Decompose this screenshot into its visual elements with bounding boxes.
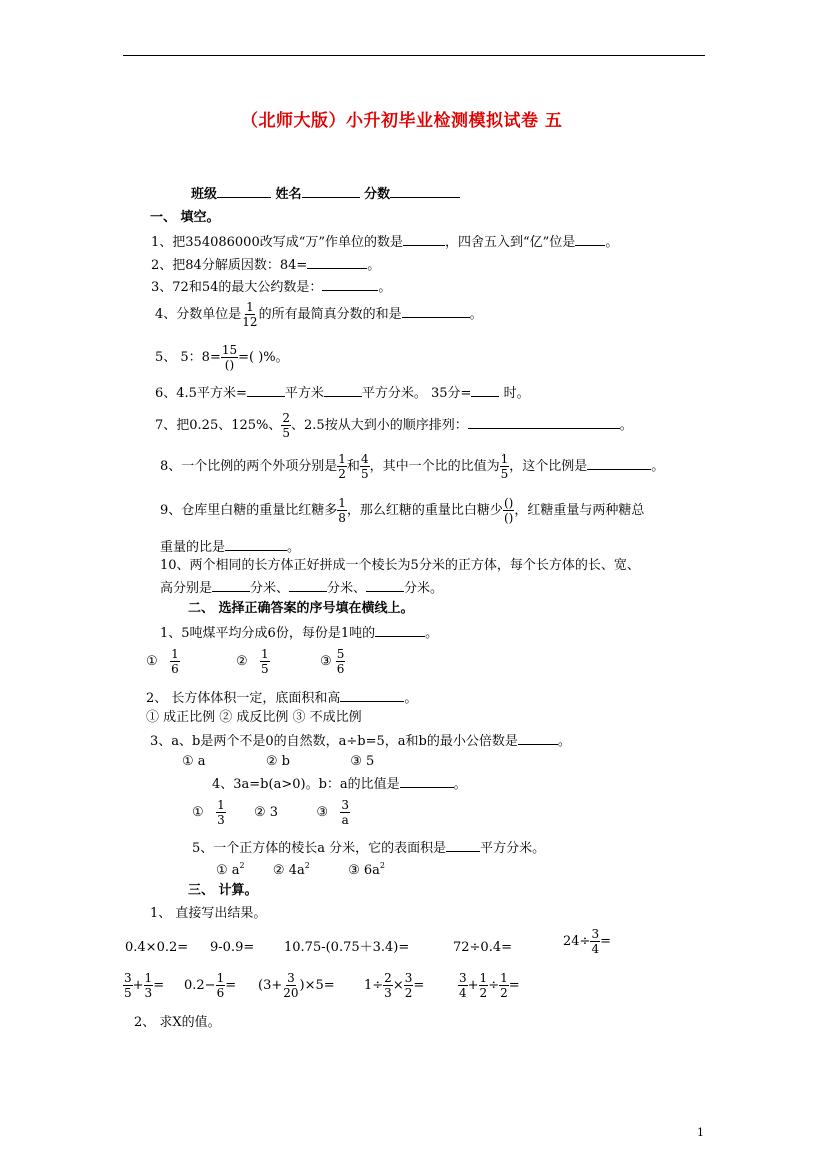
question-1-1: 1、把354086000改写成“万”作单位的数是 ，四舍五入到“亿”位是 。 <box>151 235 619 250</box>
student-info-line <box>191 186 460 201</box>
blank[interactable] <box>324 385 362 397</box>
calc-row-1-item-2: 9-0.9= <box>210 940 255 955</box>
fraction: $\frac{()}{()}$ <box>503 496 514 525</box>
question-2-1-options <box>146 648 345 675</box>
name-blank[interactable] <box>302 186 360 198</box>
fraction: $\frac{2}{5}$ <box>282 411 291 440</box>
calc-row-1-item-3: 10.75-(0.75＋3.4)= <box>284 940 410 955</box>
question-1-2: 2、把84分解质因数：84= 。 <box>151 258 381 273</box>
calc-row-1-item-5: 24÷ $\frac{3}{4}$ = <box>563 927 611 956</box>
option-3[interactable]: ③ $\frac{5}{6}$ <box>319 647 345 676</box>
option-1[interactable]: ① $a^2$ <box>216 861 245 878</box>
option-2[interactable]: ② b <box>265 754 290 769</box>
question-2-2-options[interactable]: ① 成正比例 ② 成反比例 ③ 不成比例 <box>146 710 362 725</box>
option-3[interactable]: ③ $6a^2$ <box>348 861 386 878</box>
question-1-9: 9、仓库里白糖的重量比红糖多 $\frac{1}{8}$ ，那么红糖的重量比白糖少 $\frac{()}{()}$ ，红糖重量与两种糖总 <box>160 496 645 525</box>
score-blank[interactable] <box>390 186 460 198</box>
question-2-3: 3、a、b是两个不是0的自然数，a÷b=5，a和b的最小公倍数是 。 <box>150 734 571 749</box>
section-2-heading: 二、 选择正确答案的序号填在横线上。 <box>188 601 414 616</box>
blank[interactable] <box>471 385 499 397</box>
question-2-3-options <box>182 755 374 768</box>
question-1-10-line2: 高分别是 分米、 分米、 分米。 <box>160 581 444 596</box>
calc-row-2-item-3: (3+ $\frac{3}{20}$ )×5= <box>258 971 335 1000</box>
question-2-2: 2、 长方体体积一定，底面积和高 。 <box>146 691 418 706</box>
blank[interactable] <box>247 385 285 397</box>
option-3[interactable]: ③ 5 <box>350 754 375 769</box>
calc-row-2-item-5: $\frac{3}{4}$ + $\frac{1}{2}$ ÷ $\frac{1}{2}$ = <box>459 971 520 1000</box>
calc-row-1-item-4: 72÷0.4= <box>453 940 513 955</box>
question-1-10: 10、两个相同的长方体正好拼成一个棱长为5分米的正方体，每个长方体的长、宽、 <box>160 558 640 573</box>
calc-row-1-item-1: 0.4×0.2= <box>125 940 189 955</box>
calc-row-2-item-2: 0.2− $\frac{1}{6}$ = <box>184 971 237 1000</box>
question-2-4: 4、3a=b(a>0)。b：a的比值是 。 <box>212 777 467 792</box>
section-3-sub2: 2、 求X的值。 <box>134 1015 221 1030</box>
blank[interactable] <box>225 539 287 551</box>
section-1-heading: 一、 填空。 <box>150 210 220 225</box>
question-1-6: 6、4.5平方米= 平方米 平方分米。 35分= 时。 <box>155 386 530 401</box>
fraction: $\frac{4}{5}$ <box>360 452 369 481</box>
calc-row-2-item-4: 1÷ $\frac{2}{3}$ × $\frac{3}{2}$ = <box>364 971 425 1000</box>
class-blank[interactable] <box>217 186 271 198</box>
score-label: 分数 <box>364 187 391 202</box>
question-2-4-options <box>192 799 350 826</box>
blank[interactable] <box>375 625 425 637</box>
blank[interactable] <box>400 776 454 788</box>
question-1-8: 8、一个比例的两个外项分别是 $\frac{1}{2}$ 和 $\frac{4}{5}$ ，其中一个比的比值为 $\frac{1}{5}$ ，这个比例是 。 <box>160 452 665 481</box>
blank[interactable] <box>322 279 378 291</box>
option-3[interactable]: ③ $\frac{3}{a}$ <box>316 798 350 827</box>
blank[interactable] <box>446 840 480 852</box>
blank[interactable] <box>518 733 558 745</box>
blank[interactable] <box>402 306 470 318</box>
page-title: （北师大版）小升初毕业检测模拟试卷 五 <box>241 111 563 131</box>
question-1-9-line2: 重量的比是 。 <box>160 540 301 555</box>
question-2-5-options <box>216 862 385 877</box>
fraction: $\frac{1}{2}$ <box>338 452 346 481</box>
question-1-3: 3、72和54的最大公约数是： 。 <box>151 280 392 295</box>
blank[interactable] <box>307 257 367 269</box>
option-1[interactable]: ① $\frac{1}{3}$ <box>192 798 225 827</box>
question-1-7: 7、把0.25、125%、 $\frac{2}{5}$ 、2.5按从大到小的顺序排列： 。 <box>155 411 633 440</box>
option-2[interactable]: ② $\frac{1}{5}$ <box>235 647 269 676</box>
fraction: $\frac{1}{8}$ <box>338 496 346 525</box>
name-label: 姓名 <box>275 187 302 202</box>
option-1[interactable]: ① $\frac{1}{6}$ <box>146 647 179 676</box>
blank[interactable] <box>403 234 445 246</box>
question-1-5: 5、 5：8= $\frac{15}{()}$ =( )%。 <box>155 343 289 372</box>
blank[interactable] <box>340 690 404 702</box>
blank[interactable] <box>366 580 404 592</box>
class-label: 班级 <box>191 187 218 202</box>
fraction: $\frac{1}{12}$ <box>242 300 258 329</box>
option-2[interactable]: ② 3 <box>253 805 279 820</box>
fraction: $\frac{1}{5}$ <box>500 452 509 481</box>
page-number: 1 <box>697 1126 704 1139</box>
calc-row-2-item-1: $\frac{3}{5}$ + $\frac{1}{3}$ = <box>124 971 165 1000</box>
question-2-1: 1、5吨煤平均分成6份，每份是1吨的 。 <box>160 626 439 641</box>
option-1[interactable]: ① a <box>182 754 206 769</box>
header-rule <box>123 55 705 56</box>
blank[interactable] <box>289 580 327 592</box>
blank[interactable] <box>575 234 605 246</box>
blank[interactable] <box>587 458 651 470</box>
blank[interactable] <box>212 580 250 592</box>
question-2-5: 5、一个正方体的棱长a 分米，它的表面积是 平方分米。 <box>192 841 546 856</box>
blank[interactable] <box>468 417 620 429</box>
section-3-heading: 三、 计算。 <box>188 883 258 898</box>
question-1-4: 4、分数单位是 $\frac{1}{12}$ 的所有最简真分数的和是 。 <box>155 300 483 329</box>
option-2[interactable]: ② $4a^2$ <box>272 861 310 878</box>
fraction: $\frac{15}{()}$ <box>221 343 238 372</box>
section-3-sub1: 1、 直接写出结果。 <box>150 906 267 921</box>
